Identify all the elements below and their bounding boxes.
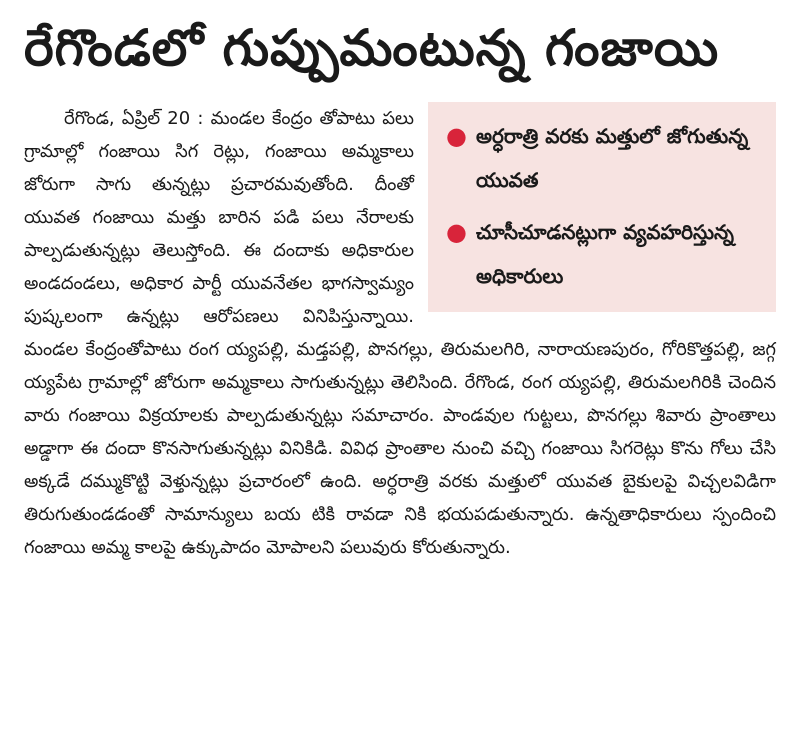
- article-body: [24, 102, 776, 564]
- bullet-icon: ●: [446, 218, 467, 246]
- headline: రేగొండలో గుప్పుమంటున్న గంజాయి: [24, 19, 720, 77]
- highlight-item: [446, 114, 762, 202]
- body-text: రేగొండ, ఏప్రిల్ 20 : మండల కేంద్రం తోపాటు పలు గ్రామాల్లో గంజాయి సిగ రెట్లు, గంజాయి అమ్మకాలు జోరుగా సాగు తున్నట్లు ప్రచారమవుతోంది. దీంతో యువత గంజాయి మత్తు బారిన పడి పలు నేరాలకు పాల్పడుతున్నట్లు తెలుస్తోంది. ఈ దందాకు అధికారుల అండదండలు, అధికార పార్టీ యువనేతల భాగస్వామ్యం పుష్కలంగా ఉన్నట్లు ఆరోపణలు వినిపిస్తున్నాయి. మండల కేంద్రంతోపాటు రంగ య్యపల్లి, మడ్తపల్లి, పొనగల్లు, తిరుమలగిరి, నారాయణపురం, గోరికొత్తపల్లి, జగ్గ య్యపేట గ్రామాల్లో జోరుగా అమ్మకాలు సాగుతున్నట్లు తెలిసింది. రేగొండ, రంగ య్యపల్లి, తిరుమలగిరికి చెందిన వారు గంజాయి విక్రయాలకు పాల్పడుతున్నట్లు సమాచారం. పాండవుల గుట్టలు, పొనగల్లు శివారు ప్రాంతాలు అడ్డాగా ఈ దందా కొనసాగుతున్నట్లు వినికిడి. వివిధ ప్రాంతాల నుంచి వచ్చి గంజాయి సిగరెట్లు కొను గోలు చేసి అక్కడే దమ్ముకొట్టి వెళ్తున్నట్లు ప్రచారంలో ఉంది. అర్ధరాత్రి వరకు మత్తులో యువత బైకులపై విచ్చలవిడిగా తిరుగుతుండడంతో సామాన్యులు బయ టికి రావడా నికి భయపడుతున్నారు. ఉన్నతాధికారులు స్పందించి గంజాయి అమ్మ కాలపై ఉక్కుపాదం మోపాలని పలువురు కోరుతున్నారు.: [24, 108, 776, 558]
- highlights-box: [428, 102, 776, 312]
- highlight-item: [446, 210, 762, 298]
- highlight-text: చూసీచూడనట్లుగా వ్యవహరిస్తున్న అధికారులు: [476, 220, 734, 288]
- bullet-icon: ●: [446, 122, 467, 150]
- highlight-text: అర్ధరాత్రి వరకు మత్తులో జోగుతున్న యువత: [476, 124, 749, 192]
